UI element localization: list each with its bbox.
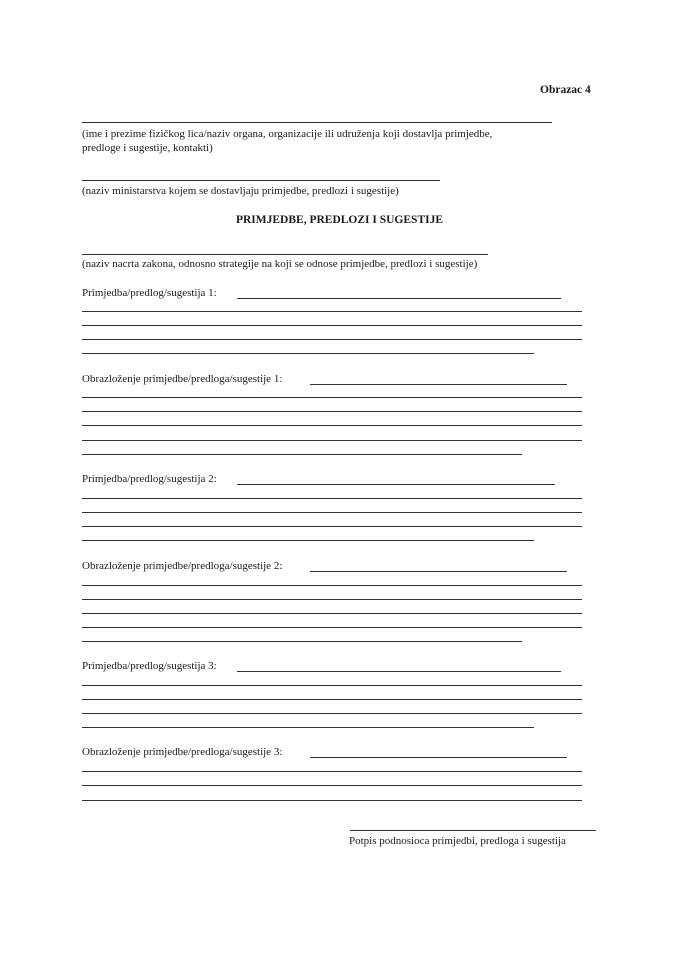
draft-caption: (naziv nacrta zakona, odnosno strategije na koji se odnose primjedbe, predlozi i sugestije) [82, 258, 478, 270]
remark-2-line[interactable] [82, 540, 534, 541]
remark-2-line[interactable] [82, 498, 582, 499]
signature-caption: Potpis podnosioca primjedbi, predloga i sugestija [349, 835, 566, 847]
remark-1-inline-line[interactable] [237, 298, 561, 299]
explanation-2-inline-line[interactable] [310, 571, 567, 572]
explanation-2-label: Obrazloženje primjedbe/predloga/sugestije 2: [82, 560, 283, 572]
remark-2-line[interactable] [82, 526, 582, 527]
remark-3-line[interactable] [82, 713, 582, 714]
remark-2-label: Primjedba/predlog/sugestija 2: [82, 473, 217, 485]
remark-1-line[interactable] [82, 311, 582, 312]
explanation-2-line[interactable] [82, 627, 582, 628]
submitter-caption-line1: (ime i prezime fizičkog lica/naziv organa, organizacije ili udruženja koji dostavlja primjedbe, [82, 128, 493, 140]
explanation-3-line[interactable] [82, 800, 582, 801]
draft-blank-line[interactable] [82, 254, 488, 255]
document-title: PRIMJEDBE, PREDLOZI I SUGESTIJE [235, 214, 444, 226]
remark-3-line[interactable] [82, 727, 534, 728]
explanation-3-inline-line[interactable] [310, 757, 567, 758]
explanation-3-label: Obrazloženje primjedbe/predloga/sugestije 3: [82, 746, 283, 758]
explanation-2-line[interactable] [82, 585, 582, 586]
ministry-blank-line[interactable] [82, 180, 440, 181]
remark-1-line[interactable] [82, 339, 582, 340]
remark-1-line[interactable] [82, 353, 534, 354]
explanation-3-line[interactable] [82, 785, 582, 786]
remark-1-line[interactable] [82, 325, 582, 326]
form-number: Obrazac 4 [540, 84, 591, 96]
submitter-blank-line[interactable] [82, 122, 552, 123]
remark-2-line[interactable] [82, 512, 582, 513]
remark-2-inline-line[interactable] [237, 484, 555, 485]
submitter-caption-line2: predloge i sugestije, kontakti) [82, 142, 213, 154]
explanation-1-line[interactable] [82, 397, 582, 398]
ministry-caption: (naziv ministarstva kojem se dostavljaju primjedbe, predlozi i sugestije) [82, 185, 399, 197]
explanation-1-line[interactable] [82, 411, 582, 412]
explanation-1-line[interactable] [82, 425, 582, 426]
signature-line[interactable] [350, 830, 596, 831]
remark-3-label: Primjedba/predlog/sugestija 3: [82, 660, 217, 672]
explanation-2-line[interactable] [82, 613, 582, 614]
remark-3-line[interactable] [82, 685, 582, 686]
explanation-1-line[interactable] [82, 454, 522, 455]
remark-3-inline-line[interactable] [237, 671, 561, 672]
explanation-3-line[interactable] [82, 771, 582, 772]
explanation-2-line[interactable] [82, 641, 522, 642]
explanation-1-line[interactable] [82, 440, 582, 441]
explanation-1-label: Obrazloženje primjedbe/predloga/sugestije 1: [82, 373, 283, 385]
explanation-1-inline-line[interactable] [310, 384, 567, 385]
remark-1-label: Primjedba/predlog/sugestija 1: [82, 287, 217, 299]
explanation-2-line[interactable] [82, 599, 582, 600]
remark-3-line[interactable] [82, 699, 582, 700]
